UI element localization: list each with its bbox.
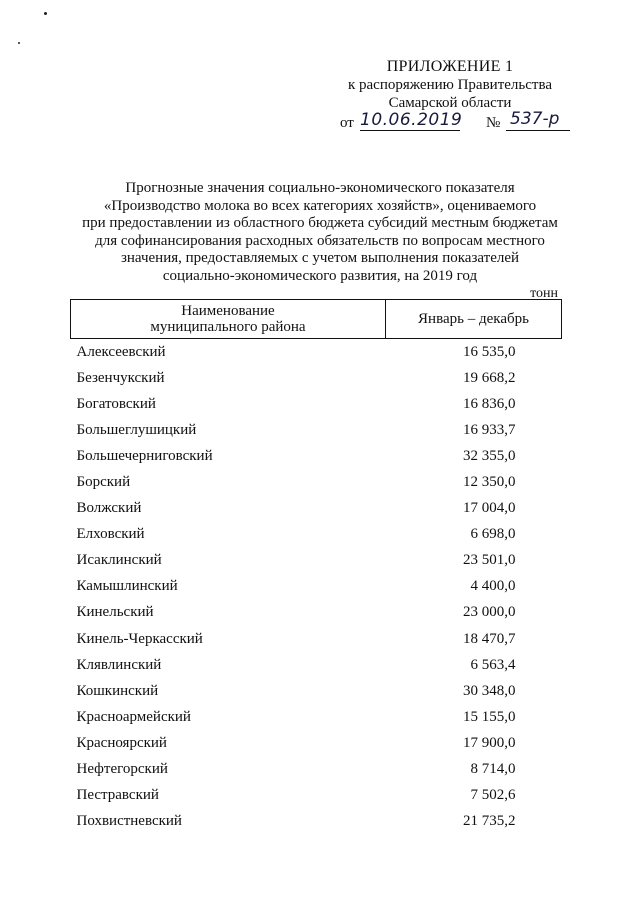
number-label: № xyxy=(486,115,501,131)
appendix-line-2: Самарской области xyxy=(388,95,512,111)
district-value: 17 004,0 xyxy=(463,500,516,517)
district-value: 32 355,0 xyxy=(463,447,516,464)
milk-production-table xyxy=(70,299,562,835)
district-value: 17 900,0 xyxy=(463,734,516,751)
from-label: от xyxy=(340,115,354,131)
table-row xyxy=(71,783,562,809)
handwritten-date: 10.06.2019 xyxy=(360,110,463,130)
district-value: 6 563,4 xyxy=(470,656,516,673)
district-name: Красноярский xyxy=(76,734,167,751)
table-row xyxy=(71,652,562,678)
district-name: Кинельский xyxy=(76,604,154,621)
table-row xyxy=(71,417,562,443)
table-row xyxy=(71,391,562,417)
table-header-row xyxy=(71,300,562,339)
header-name-line: муниципального района xyxy=(150,319,306,335)
table-row xyxy=(71,548,562,574)
title-line: «Производство молока во всех категориях хозяйств», оцениваемого xyxy=(103,197,537,214)
table-row xyxy=(71,600,562,626)
district-value: 19 668,2 xyxy=(463,369,516,386)
title-line: значения, предоставляемых с учетом выполнения показателей xyxy=(120,250,520,266)
district-name: Пестравский xyxy=(76,787,159,804)
title-line: Прогнозные значения социально-экономического показателя xyxy=(125,180,515,196)
table-row xyxy=(71,522,562,548)
number-underline xyxy=(506,130,570,131)
table-row xyxy=(71,809,562,835)
district-value: 23 000,0 xyxy=(463,604,516,621)
table-row xyxy=(71,365,562,391)
table-row xyxy=(71,574,562,600)
table-row xyxy=(71,678,562,704)
district-value: 23 501,0 xyxy=(463,552,516,569)
title-line: для софинансирования расходных обязательств по вопросам местного xyxy=(95,232,545,249)
district-name: Кошкинский xyxy=(76,682,159,699)
table-row xyxy=(71,757,562,783)
district-value: 12 350,0 xyxy=(463,474,516,491)
table-row xyxy=(71,469,562,495)
district-name: Камышлинский xyxy=(76,578,178,595)
district-value: 7 502,6 xyxy=(470,787,516,804)
district-name: Большеглушицкий xyxy=(76,421,197,438)
district-name: Волжский xyxy=(76,500,142,517)
district-name: Алексеевский xyxy=(76,343,166,360)
table-row xyxy=(71,443,562,469)
district-name: Большечерниговский xyxy=(76,447,213,464)
district-name: Богатовский xyxy=(76,395,156,412)
header-name-line: Наименование xyxy=(181,303,275,319)
district-name: Кинель-Черкасский xyxy=(76,630,203,647)
district-value: 16 836,0 xyxy=(463,395,516,412)
appendix-title: ПРИЛОЖЕНИЕ 1 xyxy=(386,58,514,75)
appendix-line-1: к распоряжению Правительства xyxy=(347,77,552,93)
district-name: Исаклинский xyxy=(76,552,162,569)
date-underline xyxy=(360,130,460,131)
district-value: 30 348,0 xyxy=(463,682,516,699)
district-value: 15 155,0 xyxy=(463,708,516,725)
district-value: 8 714,0 xyxy=(470,761,516,778)
header-period: Январь – декабрь xyxy=(386,300,562,339)
table-row xyxy=(71,704,562,730)
district-name: Красноармейский xyxy=(76,708,191,725)
table-body xyxy=(71,339,562,835)
district-name: Нефтегорский xyxy=(76,761,168,778)
district-name: Похвистневский xyxy=(76,813,182,830)
district-name: Елховский xyxy=(76,526,145,543)
table-row xyxy=(71,730,562,756)
district-value: 16 535,0 xyxy=(463,343,516,360)
handwritten-number: 537-р xyxy=(510,109,560,129)
units-label: тонн xyxy=(530,286,558,301)
table-row xyxy=(71,339,562,366)
document-title xyxy=(70,180,570,285)
district-name: Безенчукский xyxy=(76,369,165,386)
district-value: 6 698,0 xyxy=(470,526,516,543)
district-value: 16 933,7 xyxy=(463,421,516,438)
scan-speck xyxy=(44,12,47,15)
scan-speck xyxy=(18,42,20,44)
header-municipality xyxy=(71,300,386,339)
title-line: социально-экономического развития, на 2019 год xyxy=(162,267,478,284)
district-name: Борский xyxy=(76,474,131,491)
district-value: 18 470,7 xyxy=(463,630,516,647)
district-name: Клявлинский xyxy=(76,656,162,673)
order-reference xyxy=(340,109,570,136)
table-row xyxy=(71,496,562,522)
table-row xyxy=(71,626,562,652)
title-line: при предоставлении из областного бюджета субсидий местным бюджетам xyxy=(82,215,558,231)
district-value: 4 400,0 xyxy=(470,578,516,595)
appendix-header xyxy=(330,58,570,112)
district-value: 21 735,2 xyxy=(463,813,516,830)
